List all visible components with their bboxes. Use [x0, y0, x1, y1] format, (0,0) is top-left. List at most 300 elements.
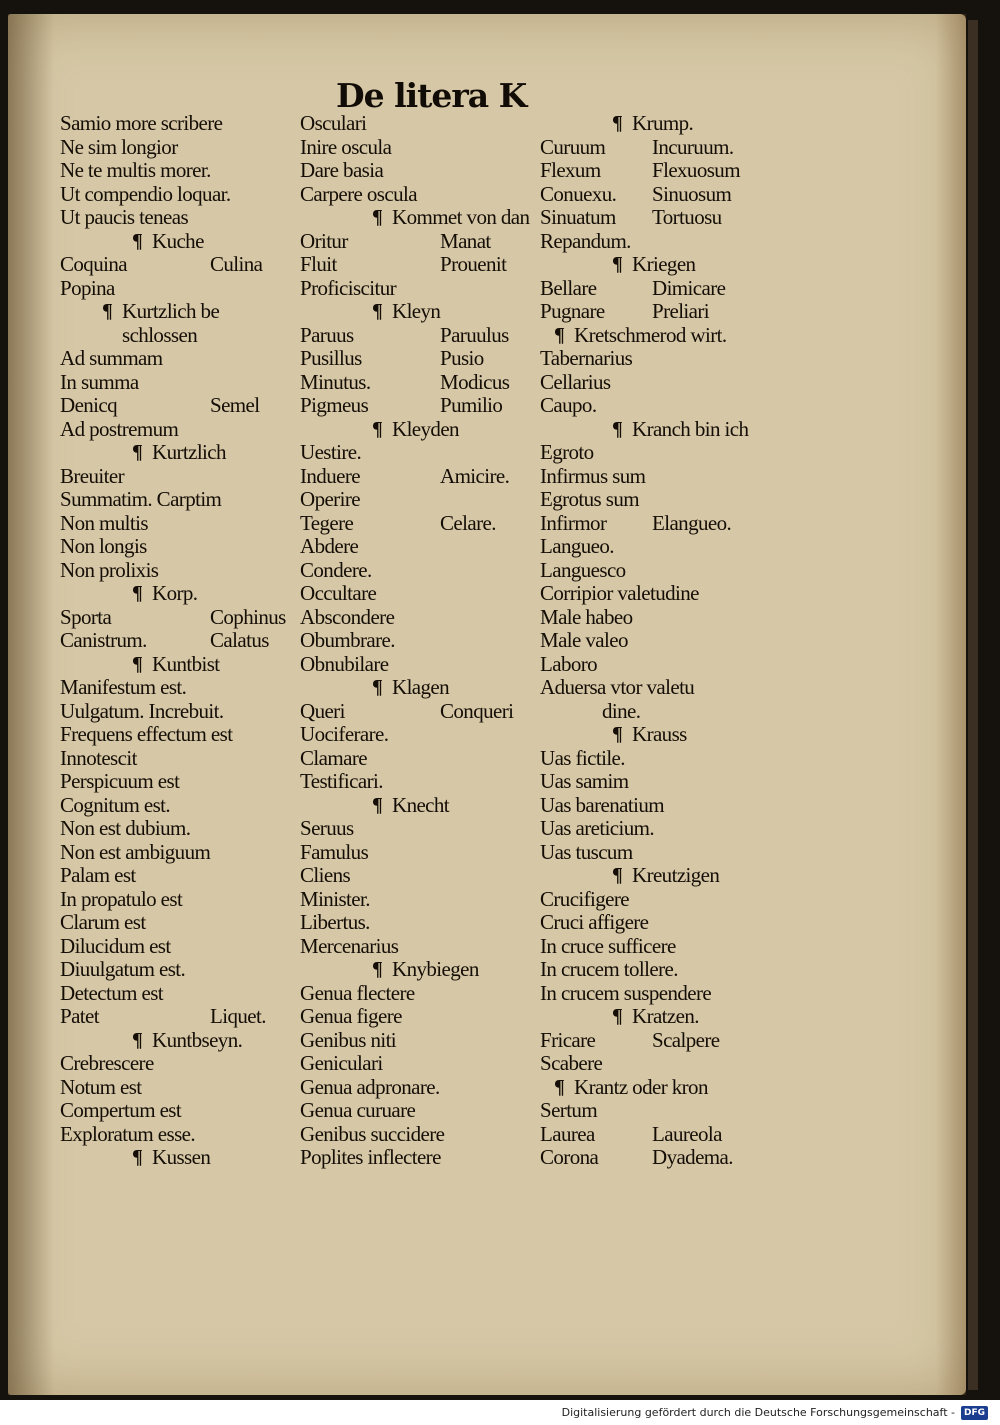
entry-line	[540, 770, 780, 794]
entry-text: Popina	[60, 275, 115, 300]
entry-line	[300, 747, 540, 771]
entry-line	[300, 1123, 540, 1147]
entry-line	[540, 394, 780, 418]
entry-text: Pigmeus	[300, 393, 369, 417]
entry-text: Uas samim	[540, 769, 629, 793]
entry-text: Infirmus sum	[540, 463, 646, 488]
entry-heading	[60, 300, 295, 324]
heading-text: Kretschmerod wirt.	[574, 322, 727, 347]
entry-heading	[300, 958, 540, 982]
entry-text: Tegere	[300, 510, 354, 535]
entry-line	[300, 723, 540, 747]
entry-line	[60, 911, 295, 935]
entry-line	[60, 394, 295, 418]
entry-text: Cruci affigere	[540, 910, 649, 934]
entry-line	[300, 159, 540, 183]
entry-line	[60, 512, 295, 536]
entry-line	[300, 864, 540, 888]
entry-text: Genua curuare	[300, 1098, 416, 1122]
entry-text: Mercenarius	[300, 933, 399, 958]
entry-synonym: Semel	[210, 393, 260, 417]
entry-text: schlossen	[122, 322, 198, 347]
entry-line	[300, 112, 540, 136]
entry-text: Repandum.	[540, 228, 631, 253]
entry-heading	[540, 418, 780, 442]
entry-heading	[60, 230, 295, 254]
entry-line	[60, 1123, 295, 1147]
entry-line	[540, 277, 780, 301]
column-3	[540, 112, 780, 1170]
entry-text: Osculari	[300, 111, 367, 135]
entry-line	[540, 1052, 780, 1076]
entry-line	[540, 371, 780, 395]
entry-line	[300, 488, 540, 512]
entry-line	[540, 747, 780, 771]
entry-text: Summatim. Carptim	[60, 487, 222, 511]
entry-text: Geniculari	[300, 1051, 383, 1075]
entry-text: Flexum	[540, 158, 601, 182]
entry-line	[540, 700, 780, 724]
entry-line	[60, 159, 295, 183]
entry-line	[300, 371, 540, 395]
entry-text: Egrotus sum	[540, 487, 639, 511]
entry-synonym: Paruulus	[440, 322, 509, 347]
entry-text: Minister.	[300, 886, 370, 911]
entry-synonym: Flexuosum	[652, 158, 740, 182]
entry-text: Uociferare.	[300, 722, 389, 746]
entry-heading	[300, 418, 540, 442]
entry-synonym: Sinuosum	[652, 181, 732, 206]
entry-line	[540, 1123, 780, 1147]
entry-text: Samio more scribere	[60, 111, 223, 135]
entry-synonym: Incuruum.	[652, 134, 734, 159]
entry-text: Coquina	[60, 252, 127, 276]
entry-text: Fricare	[540, 1027, 596, 1052]
entry-text: Operire	[300, 487, 360, 511]
entry-heading	[540, 1005, 780, 1029]
entry-line	[300, 582, 540, 606]
entry-text: Cliens	[300, 863, 351, 887]
entry-synonym: Pusio	[440, 346, 484, 370]
entry-text: Ne sim longior	[60, 134, 178, 159]
entry-line	[60, 606, 295, 630]
entry-line	[60, 817, 295, 841]
heading-text: Kuche	[152, 228, 204, 253]
entry-heading	[300, 676, 540, 700]
entry-text: Exploratum esse.	[60, 1121, 196, 1146]
entry-line	[540, 230, 780, 254]
dfg-logo-icon: DFG	[961, 1406, 988, 1420]
entry-line	[540, 1099, 780, 1123]
entry-heading	[540, 1076, 780, 1100]
entry-heading	[300, 206, 540, 230]
entry-line	[300, 606, 540, 630]
entry-line	[60, 277, 295, 301]
entry-line	[60, 183, 295, 207]
entry-line	[60, 371, 295, 395]
entry-line	[60, 324, 295, 348]
entry-line	[60, 629, 295, 653]
entry-line	[540, 136, 780, 160]
entry-text: In cruce sufficere	[540, 933, 676, 958]
entry-line	[300, 1146, 540, 1170]
entry-synonym: Conqueri	[440, 698, 514, 723]
entry-line	[300, 817, 540, 841]
entry-text: Proficiscitur	[300, 275, 397, 300]
entry-text: Clamare	[300, 745, 367, 770]
entry-line	[540, 347, 780, 371]
entry-line	[300, 559, 540, 583]
entry-text: Pusillus	[300, 346, 362, 370]
entry-text: Non est dubium.	[60, 816, 191, 840]
entry-text: Diuulgatum est.	[60, 957, 186, 981]
entry-text: Non prolixis	[60, 557, 159, 582]
entry-text: Clarum est	[60, 910, 146, 934]
heading-text: Kuntbseyn.	[152, 1027, 243, 1052]
entry-text: Carpere oscula	[300, 181, 417, 206]
entry-line	[540, 512, 780, 536]
entry-text: Langueo.	[540, 534, 614, 558]
entry-line	[60, 206, 295, 230]
entry-text: Laurea	[540, 1121, 595, 1146]
entry-line	[60, 253, 295, 277]
entry-text: Non longis	[60, 534, 147, 558]
entry-text: Aduersa vtor valetu	[540, 675, 695, 699]
footer-bar	[0, 1400, 1000, 1425]
entry-heading	[300, 300, 540, 324]
entry-line	[300, 653, 540, 677]
entry-synonym: Pumilio	[440, 393, 503, 417]
heading-text: Kriegen	[632, 252, 696, 276]
page-title: De litera K	[336, 76, 527, 115]
entry-line	[540, 794, 780, 818]
entry-text: Uas barenatium	[540, 792, 664, 817]
entry-line	[60, 676, 295, 700]
entry-heading	[540, 112, 780, 136]
entry-text: Inire oscula	[300, 134, 392, 159]
entry-text: Egroto	[540, 440, 594, 464]
heading-text: Kommet von dan	[392, 205, 530, 229]
entry-text: Obnubilare	[300, 651, 389, 676]
heading-text: Kreutzigen	[632, 863, 720, 887]
entry-line	[60, 1052, 295, 1076]
entry-line	[300, 629, 540, 653]
entry-text: Sertum	[540, 1098, 598, 1122]
entry-text: Famulus	[300, 839, 369, 864]
heading-text: Krauss	[632, 722, 687, 746]
entry-heading	[60, 1146, 295, 1170]
heading-text: Kranch bin ich	[632, 416, 749, 441]
entry-line	[540, 559, 780, 583]
heading-text: Kleyn	[392, 299, 441, 323]
entry-line	[60, 888, 295, 912]
entry-line	[300, 700, 540, 724]
entry-line	[60, 841, 295, 865]
entry-line	[60, 1099, 295, 1123]
entry-text: Uestire.	[300, 440, 362, 464]
entry-line	[540, 441, 780, 465]
heading-text: Klagen	[392, 675, 450, 699]
entry-heading	[60, 582, 295, 606]
entry-line	[540, 1029, 780, 1053]
entry-text: Notum est	[60, 1074, 142, 1099]
entry-synonym: Amicire.	[440, 463, 510, 488]
entry-line	[540, 1146, 780, 1170]
entry-text: Innotescit	[60, 745, 137, 770]
entry-text: Abscondere	[300, 604, 395, 629]
entry-text: Infirmor	[540, 510, 607, 535]
entry-line	[540, 888, 780, 912]
entry-line	[540, 606, 780, 630]
entry-line	[300, 441, 540, 465]
entry-line	[540, 935, 780, 959]
entry-text: Uas areticium.	[540, 816, 655, 840]
entry-text: Crebrescere	[60, 1051, 154, 1075]
entry-text: Sinuatum	[540, 205, 616, 229]
entry-text: Abdere	[300, 534, 359, 558]
entry-line	[300, 324, 540, 348]
entry-heading	[300, 794, 540, 818]
entry-text: Ut compendio loquar.	[60, 181, 231, 206]
entry-line	[300, 230, 540, 254]
entry-line	[300, 1005, 540, 1029]
entry-text: In crucem tollere.	[540, 957, 678, 981]
entry-line	[60, 1005, 295, 1029]
entry-text: Male valeo	[540, 628, 628, 652]
entry-synonym: Cophinus	[210, 604, 286, 629]
entry-synonym: Dimicare	[652, 275, 726, 300]
entry-line	[300, 841, 540, 865]
entry-text: Manifestum est.	[60, 675, 187, 699]
entry-heading	[540, 324, 780, 348]
entry-line	[300, 1029, 540, 1053]
entry-text: Cellarius	[540, 369, 611, 394]
entry-line	[300, 136, 540, 160]
entry-text: Obumbrare.	[300, 628, 395, 652]
entry-text: Queri	[300, 698, 345, 723]
entry-text: Ad summam	[60, 346, 163, 370]
entry-line	[60, 864, 295, 888]
entry-text: Tabernarius	[540, 346, 633, 370]
entry-line	[300, 277, 540, 301]
entry-line	[300, 465, 540, 489]
entry-synonym: Celare.	[440, 510, 496, 535]
entry-line	[60, 794, 295, 818]
heading-text: Krantz oder kron	[574, 1074, 708, 1099]
entry-text: Non multis	[60, 510, 148, 535]
entry-line	[300, 253, 540, 277]
entry-text: Paruus	[300, 322, 354, 347]
entry-heading	[60, 441, 295, 465]
entry-line	[300, 911, 540, 935]
entry-text: Corripior valetudine	[540, 581, 699, 605]
entry-text: Poplites inflectere	[300, 1145, 441, 1169]
entry-synonym: Culina	[210, 252, 263, 276]
entry-text: Conuexu.	[540, 181, 617, 206]
heading-text: Kleyden	[392, 416, 459, 441]
entry-synonym: Laureola	[652, 1121, 722, 1146]
entry-line	[300, 1052, 540, 1076]
entry-line	[60, 535, 295, 559]
entry-text: Breuiter	[60, 463, 125, 488]
entry-text: Detectum est	[60, 980, 164, 1005]
entry-line	[60, 347, 295, 371]
entry-text: dine.	[602, 698, 641, 723]
entry-synonym: Modicus	[440, 369, 510, 394]
entry-line	[60, 559, 295, 583]
entry-text: Seruus	[300, 816, 354, 840]
entry-text: Bellare	[540, 275, 597, 300]
entry-line	[60, 488, 295, 512]
entry-line	[300, 982, 540, 1006]
entry-text: Dilucidum est	[60, 933, 171, 958]
entry-line	[540, 206, 780, 230]
entry-text: Pugnare	[540, 299, 605, 323]
heading-text: Knecht	[392, 792, 450, 817]
entry-line	[540, 300, 780, 324]
heading-text: Kuntbist	[152, 651, 220, 676]
entry-text: Condere.	[300, 557, 372, 582]
entry-text: Corona	[540, 1145, 599, 1169]
page-edge	[968, 20, 978, 1390]
entry-line	[60, 982, 295, 1006]
entry-heading	[60, 1029, 295, 1053]
entry-line	[540, 183, 780, 207]
entry-text: Non est ambiguum	[60, 839, 211, 864]
entry-text: Dare basia	[300, 158, 384, 182]
heading-text: Knybiegen	[392, 957, 479, 981]
entry-line	[60, 465, 295, 489]
entry-line	[540, 465, 780, 489]
entry-text: Male habeo	[540, 604, 633, 629]
entry-line	[300, 394, 540, 418]
heading-text: Kurtzlich be	[122, 299, 220, 323]
entry-line	[540, 582, 780, 606]
entry-line	[300, 183, 540, 207]
column-1	[60, 112, 295, 1170]
entry-line	[60, 700, 295, 724]
entry-text: Compertum est	[60, 1098, 182, 1122]
entry-text: Languesco	[540, 557, 626, 582]
entry-line	[540, 159, 780, 183]
entry-text: Ad postremum	[60, 416, 179, 441]
entry-line	[540, 911, 780, 935]
entry-text: Genua adpronare.	[300, 1074, 440, 1099]
entry-synonym: Dyadema.	[652, 1145, 733, 1169]
entry-synonym: Calatus	[210, 628, 269, 652]
entry-line	[60, 112, 295, 136]
entry-line	[60, 958, 295, 982]
entry-text: Frequens effectum est	[60, 722, 233, 746]
entry-line	[540, 982, 780, 1006]
entry-line	[60, 770, 295, 794]
entry-line	[540, 817, 780, 841]
entry-text: Laboro	[540, 651, 598, 676]
entry-synonym: Liquet.	[210, 1004, 266, 1028]
entry-line	[60, 723, 295, 747]
entry-line	[540, 653, 780, 677]
entry-text: Crucifigere	[540, 886, 630, 911]
heading-text: Kratzen.	[632, 1004, 699, 1028]
entry-text: Palam est	[60, 863, 136, 887]
entry-line	[300, 935, 540, 959]
entry-text: Uas tuscum	[540, 839, 633, 864]
entry-text: Oritur	[300, 228, 348, 253]
entry-line	[540, 841, 780, 865]
entry-text: Scabere	[540, 1051, 603, 1075]
entry-synonym: Preliari	[652, 299, 710, 323]
entry-line	[60, 136, 295, 160]
footer-credit: Digitalisierung gefördert durch die Deutsche Forschungsgemeinschaft -	[561, 1406, 955, 1419]
entry-line	[540, 535, 780, 559]
entry-line	[540, 629, 780, 653]
heading-text: Kurtzlich	[152, 440, 226, 464]
entry-synonym: Manat	[440, 228, 491, 253]
entry-text: Genibus succidere	[300, 1121, 445, 1146]
entry-line	[300, 347, 540, 371]
entry-text: Denicq	[60, 393, 118, 417]
entry-text: Libertus.	[300, 910, 370, 934]
entry-text: Minutus.	[300, 369, 371, 394]
entry-text: In crucem suspendere	[540, 980, 712, 1005]
entry-synonym: Scalpere	[652, 1027, 720, 1052]
entry-line	[60, 418, 295, 442]
entry-text: Induere	[300, 463, 360, 488]
entry-line	[540, 958, 780, 982]
entry-line	[540, 676, 780, 700]
entry-text: Fluit	[300, 252, 337, 276]
entry-line	[300, 1076, 540, 1100]
entry-text: Cognitum est.	[60, 792, 171, 817]
entry-line	[60, 935, 295, 959]
entry-heading	[540, 723, 780, 747]
entry-text: Uulgatum. Increbuit.	[60, 698, 224, 723]
entry-line	[300, 1099, 540, 1123]
column-2	[300, 112, 540, 1170]
heading-text: Krump.	[632, 111, 694, 135]
entry-line	[300, 888, 540, 912]
entry-text: Genibus niti	[300, 1027, 397, 1052]
entry-line	[60, 747, 295, 771]
entry-text: Caupo.	[540, 393, 597, 417]
entry-text: Uas fictile.	[540, 745, 625, 770]
entry-text: Genua figere	[300, 1004, 402, 1028]
entry-heading	[60, 653, 295, 677]
entry-text: Patet	[60, 1004, 99, 1028]
entry-text: Sporta	[60, 604, 112, 629]
entry-text: Canistrum.	[60, 628, 147, 652]
entry-text: Genua flectere	[300, 980, 415, 1005]
entry-text: In propatulo est	[60, 886, 183, 911]
entry-text: Ut paucis teneas	[60, 205, 189, 229]
heading-text: Korp.	[152, 581, 198, 605]
entry-line	[300, 535, 540, 559]
entry-line	[60, 1076, 295, 1100]
entry-synonym: Elangueo.	[652, 510, 732, 535]
entry-text: In summa	[60, 369, 139, 394]
entry-line	[300, 512, 540, 536]
entry-synonym: Tortuosu	[652, 205, 722, 229]
entry-text: Perspicuum est	[60, 769, 180, 793]
entry-heading	[540, 253, 780, 277]
entry-line	[300, 770, 540, 794]
entry-text: Testificari.	[300, 769, 383, 793]
entry-text: Curuum	[540, 134, 606, 159]
entry-synonym: Prouenit	[440, 252, 507, 276]
heading-text: Kussen	[152, 1145, 211, 1169]
entry-line	[540, 488, 780, 512]
entry-heading	[540, 864, 780, 888]
